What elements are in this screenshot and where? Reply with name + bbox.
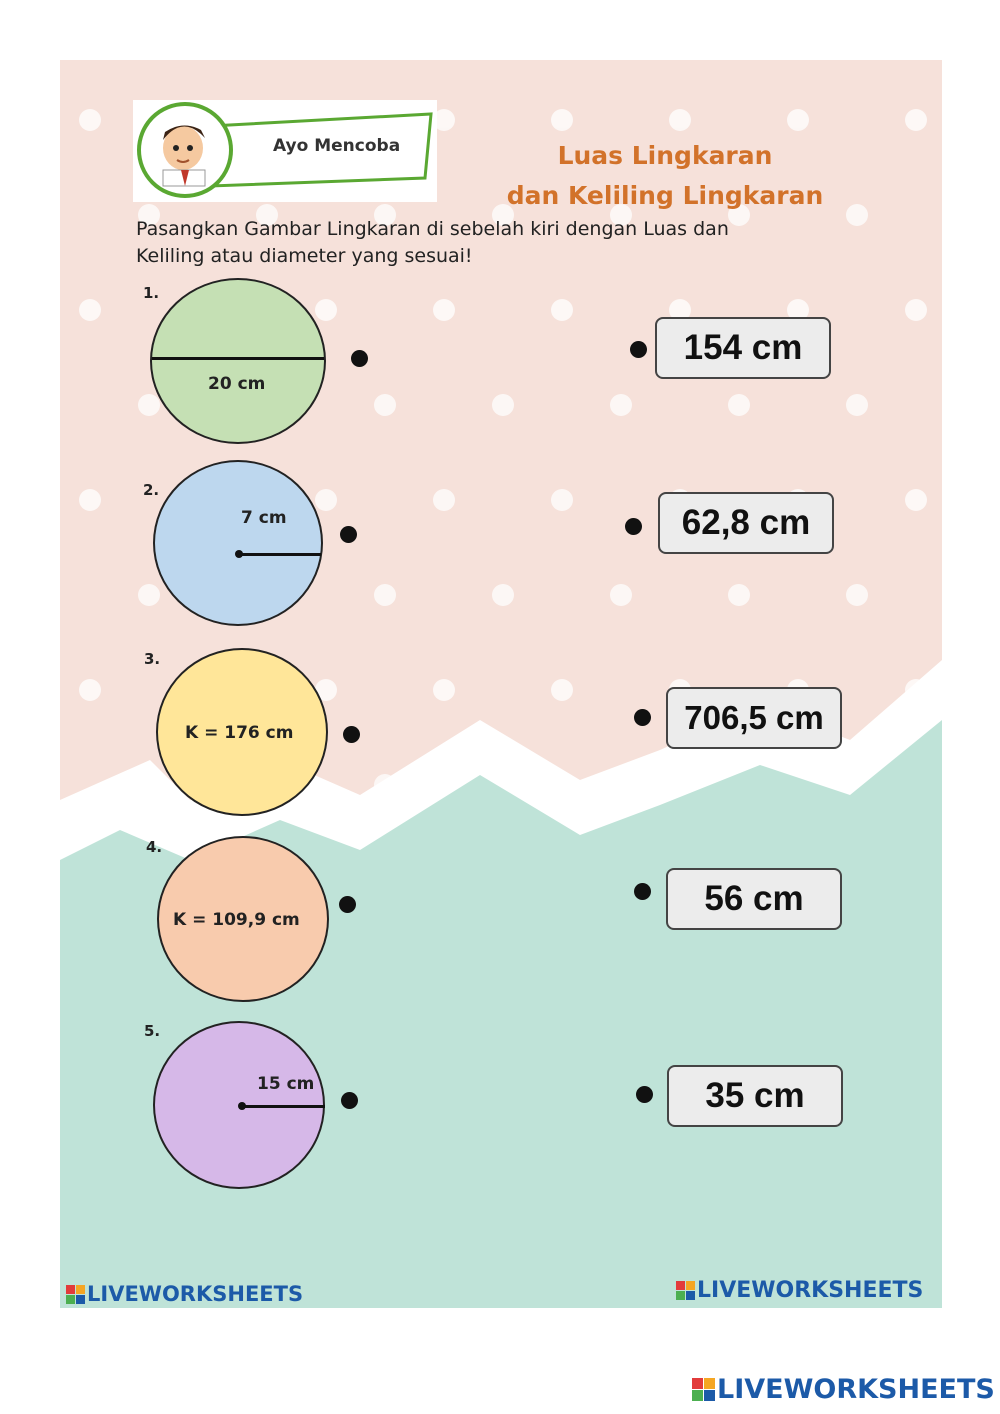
item-number: 1. — [143, 284, 160, 302]
radius-line — [238, 553, 321, 556]
match-dot-right[interactable] — [630, 341, 647, 358]
title-line-2: dan Keliling Lingkaran — [506, 181, 824, 210]
pattern-dot — [138, 584, 160, 606]
pattern-dot — [905, 489, 927, 511]
pattern-dot — [905, 109, 927, 131]
answer-box: 35 cm — [667, 1065, 843, 1127]
pattern-dot — [492, 584, 514, 606]
match-dot-left[interactable] — [343, 726, 360, 743]
liveworksheets-footer-logo[interactable]: LIVEWORKSHEETS — [692, 1374, 995, 1405]
circle-label: 20 cm — [208, 374, 266, 394]
match-dot-right[interactable] — [636, 1086, 653, 1103]
pattern-dot — [551, 299, 573, 321]
liveworksheets-mark-icon — [692, 1378, 715, 1401]
worksheet — [60, 60, 942, 1308]
ayo-mencoba-banner — [133, 100, 437, 202]
match-dot-right[interactable] — [625, 518, 642, 535]
answer-box: 56 cm — [666, 868, 842, 930]
match-dot-left[interactable] — [339, 896, 356, 913]
title-line-1: Luas Lingkaran — [557, 141, 773, 170]
pattern-dot — [433, 299, 455, 321]
banner-label: Ayo Mencoba — [273, 136, 401, 156]
pattern-dot — [846, 584, 868, 606]
item-number: 3. — [144, 650, 161, 668]
pattern-dot — [79, 679, 101, 701]
pattern-dot — [551, 489, 573, 511]
match-dot-right[interactable] — [634, 883, 651, 900]
diameter-line — [152, 357, 324, 360]
match-dot-left[interactable] — [341, 1092, 358, 1109]
match-dot-left[interactable] — [340, 526, 357, 543]
circle-4 — [157, 836, 329, 1002]
liveworksheets-logo: LIVEWORKSHEETS — [66, 1282, 303, 1306]
pattern-dot — [728, 394, 750, 416]
pattern-dot — [374, 584, 396, 606]
pattern-dot — [138, 394, 160, 416]
item-number: 4. — [146, 838, 163, 856]
pattern-dot — [433, 489, 455, 511]
pattern-dot — [79, 489, 101, 511]
pattern-dot — [79, 109, 101, 131]
match-dot-right[interactable] — [634, 709, 651, 726]
pattern-dot — [433, 679, 455, 701]
liveworksheets-logo: LIVEWORKSHEETS — [676, 1278, 923, 1303]
liveworksheets-mark-icon — [66, 1285, 85, 1304]
radius-line — [241, 1105, 325, 1108]
circle-label: 7 cm — [241, 508, 287, 528]
pattern-dot — [374, 394, 396, 416]
pattern-dot — [492, 394, 514, 416]
pattern-dot — [551, 109, 573, 131]
instructions-line-2: Keliling atau diameter yang sesuai! — [136, 245, 473, 267]
circle-label: K = 176 cm — [185, 723, 294, 743]
answer-box: 706,5 cm — [666, 687, 842, 749]
circle-label: K = 109,9 cm — [173, 910, 300, 930]
pattern-dot — [610, 584, 632, 606]
pattern-dot — [846, 394, 868, 416]
match-dot-left[interactable] — [351, 350, 368, 367]
center-point — [238, 1102, 246, 1110]
pattern-dot — [728, 584, 750, 606]
pattern-dot — [905, 299, 927, 321]
circle-label: 15 cm — [257, 1074, 315, 1094]
answer-box: 62,8 cm — [658, 492, 834, 554]
pattern-dot — [787, 109, 809, 131]
instructions — [136, 216, 836, 270]
pattern-dot — [551, 679, 573, 701]
circle-1 — [150, 278, 326, 444]
item-number: 5. — [144, 1022, 161, 1040]
circle-5 — [153, 1021, 325, 1189]
pattern-dot — [79, 299, 101, 321]
liveworksheets-mark-icon — [676, 1281, 695, 1300]
pattern-dot — [669, 109, 691, 131]
pattern-dot — [846, 204, 868, 226]
instructions-line-1: Pasangkan Gambar Lingkaran di sebelah kiri dengan Luas dan — [136, 218, 729, 240]
circle-2 — [153, 460, 323, 626]
pattern-dot — [610, 394, 632, 416]
page-title — [490, 136, 840, 216]
pattern-dot — [315, 489, 337, 511]
item-number: 2. — [143, 481, 160, 499]
answer-box: 154 cm — [655, 317, 831, 379]
circle-3 — [156, 648, 328, 816]
center-point — [235, 550, 243, 558]
pattern-dot — [315, 299, 337, 321]
